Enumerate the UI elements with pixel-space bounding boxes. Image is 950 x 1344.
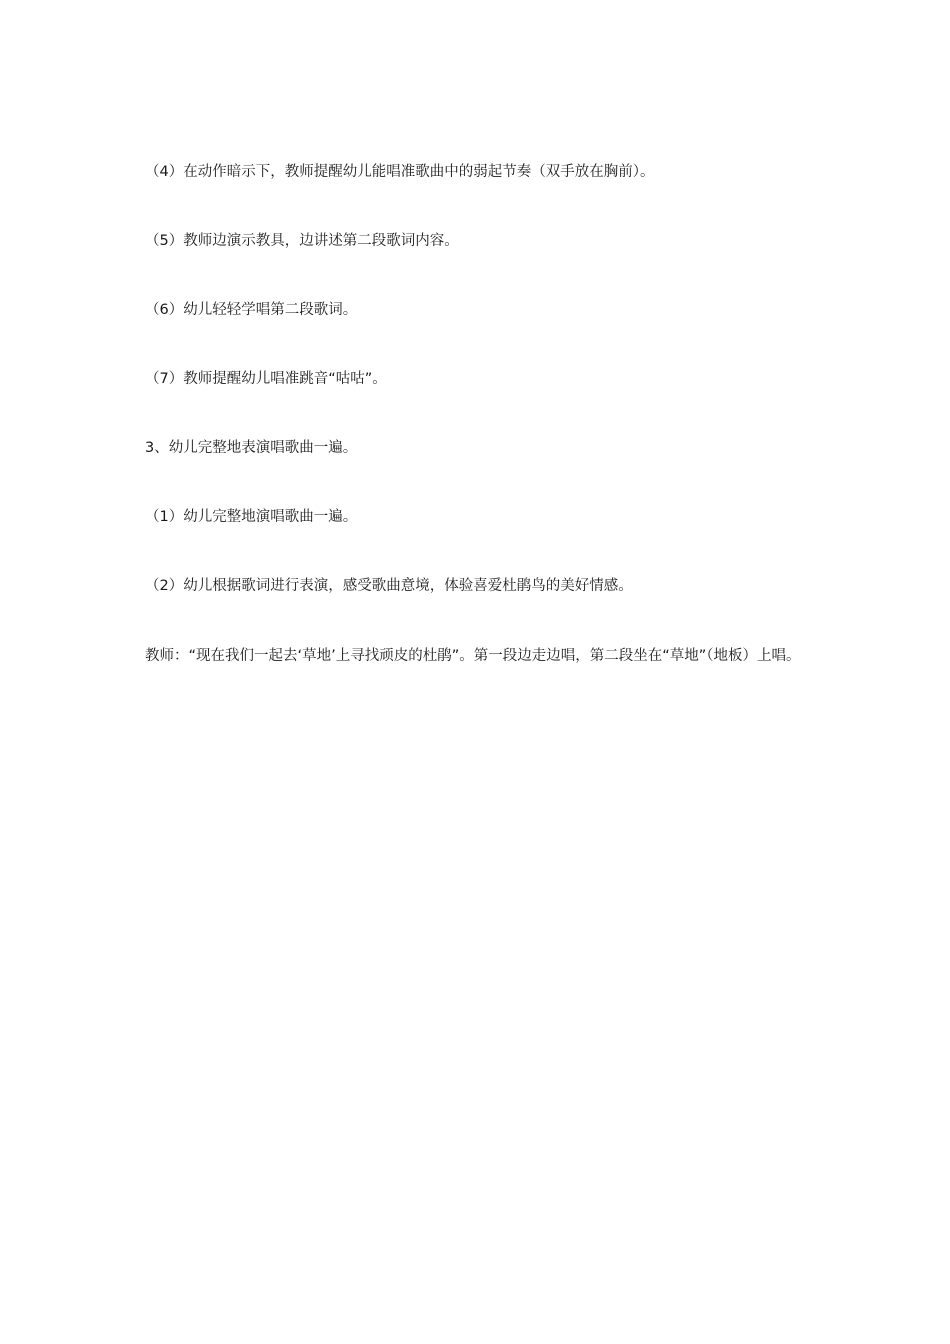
paragraph-teacher-line: 教师：“现在我们一起去‘草地’上寻找顽皮的杜鹃”。第一段边走边唱，第二段坐在“草地”（地板）上唱。 bbox=[145, 648, 801, 664]
document-body bbox=[145, 158, 815, 712]
section-heading-3: 3、幼儿完整地表演唱歌曲一遍。 bbox=[145, 440, 358, 456]
paragraph-step-6: （6）幼儿轻轻学唱第二段歌词。 bbox=[145, 302, 358, 318]
paragraph-sub-2: （2）幼儿根据歌词进行表演，感受歌曲意境，体验喜爱杜鹃鸟的美好情感。 bbox=[145, 578, 633, 594]
paragraph-sub-1: （1）幼儿完整地演唱歌曲一遍。 bbox=[145, 509, 358, 525]
paragraph-step-5: （5）教师边演示教具，边讲述第二段歌词内容。 bbox=[145, 233, 459, 249]
paragraph-step-7: （7）教师提醒幼儿唱准跳音“咕咕”。 bbox=[145, 371, 387, 387]
paragraph-step-4: （4）在动作暗示下，教师提醒幼儿能唱准歌曲中的弱起节奏（双手放在胸前）。 bbox=[145, 164, 655, 180]
